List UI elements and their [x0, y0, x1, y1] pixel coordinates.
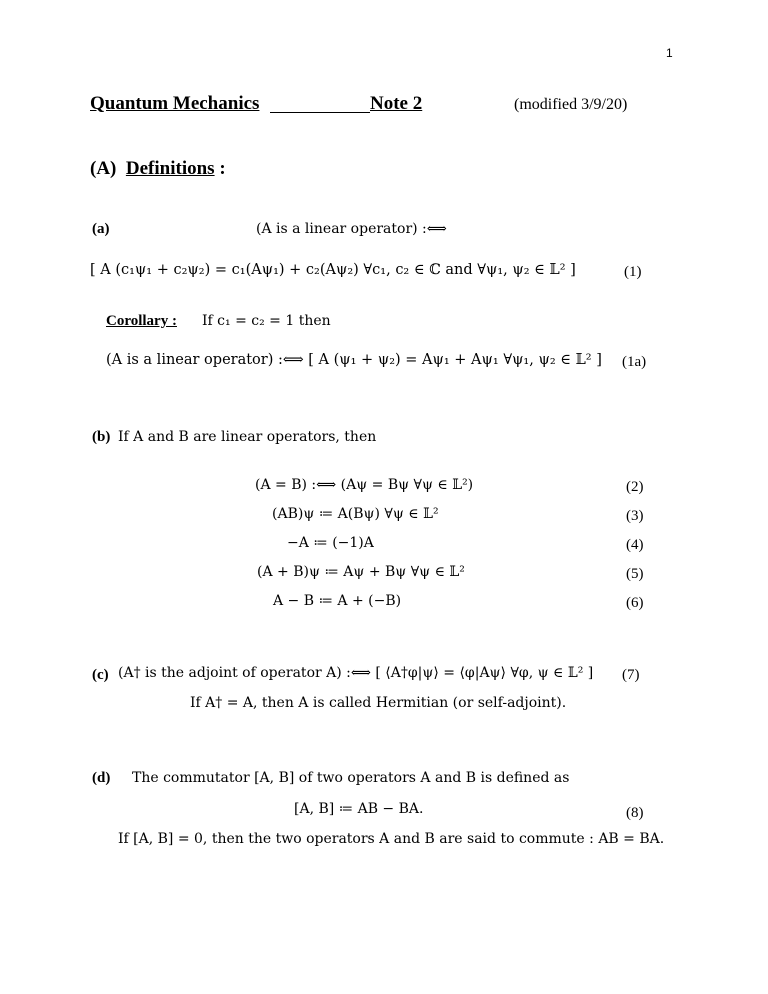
equation-6-number: (6) [626, 595, 644, 611]
equation-8-number: (8) [626, 805, 644, 821]
hermitian-definition: If A† = A, then A is called Hermitian (or self-adjoint). [190, 695, 567, 711]
equation-2-number: (2) [626, 479, 644, 495]
equation-5-number: (5) [626, 566, 644, 582]
equation-2: (A = B) :⟺ (Aψ = Bψ ∀ψ ∈ 𝕃²) [255, 477, 474, 493]
equation-7-number: (7) [622, 667, 640, 683]
equation-4: −A ≔ (−1)A [287, 535, 374, 551]
item-d-intro: The commutator [A, B] of two operators A and B is defined as [132, 770, 570, 786]
section-suffix: : [214, 158, 226, 179]
section-heading [90, 158, 226, 180]
page-number: 1 [666, 46, 673, 60]
equation-5: (A + B)ψ ≔ Aψ + Bψ ∀ψ ∈ 𝕃² [257, 564, 465, 580]
section-prefix: (A) [90, 158, 117, 179]
equation-8: [A, B] ≔ AB − BA. [294, 801, 424, 817]
equation-4-number: (4) [626, 537, 644, 553]
equation-1a: (A is a linear operator) :⟺ [ A (ψ₁ + ψ₂) = Aψ₁ + Aψ₁ ∀ψ₁, ψ₂ ∈ 𝕃² ] [106, 352, 602, 368]
item-b-label: (b) [92, 429, 111, 445]
corollary-label: Corollary : [106, 313, 177, 329]
item-d-label: (d) [92, 770, 111, 786]
linear-operator-definition: (A is a linear operator) :⟺ [256, 221, 447, 237]
equation-3-number: (3) [626, 508, 644, 524]
equation-3: (AB)ψ ≔ A(Bψ) ∀ψ ∈ 𝕃² [272, 506, 439, 522]
equation-1a-number: (1a) [622, 354, 647, 370]
commute-definition: If [A, B] = 0, then the two operators A and B are said to commute : AB = BA. [118, 831, 665, 847]
section-title: Definitions [125, 158, 215, 179]
title-underline [270, 112, 370, 113]
equation-1: [ A (c₁ψ₁ + c₂ψ₂) = c₁(Aψ₁) + c₂(Aψ₂) ∀c₁, c₂ ∈ ℂ and ∀ψ₁, ψ₂ ∈ 𝕃² ] [90, 262, 576, 278]
item-c-label: (c) [92, 667, 109, 683]
equation-7: (A† is the adjoint of operator A) :⟺ [ ⟨A†φ|ψ⟩ = ⟨φ|Aψ⟩ ∀φ, ψ ∈ 𝕃² ] [118, 665, 594, 681]
equation-1-number: (1) [624, 264, 642, 280]
item-b-intro: If A and B are linear operators, then [118, 429, 377, 445]
modified-date: (modified 3/9/20) [514, 96, 628, 113]
corollary-text: If c₁ = c₂ = 1 then [202, 313, 331, 329]
note-number: Note 2 [370, 93, 423, 114]
item-a-label: (a) [92, 221, 110, 237]
equation-6: A − B ≔ A + (−B) [273, 593, 402, 609]
document-title: Quantum Mechanics [90, 93, 260, 114]
